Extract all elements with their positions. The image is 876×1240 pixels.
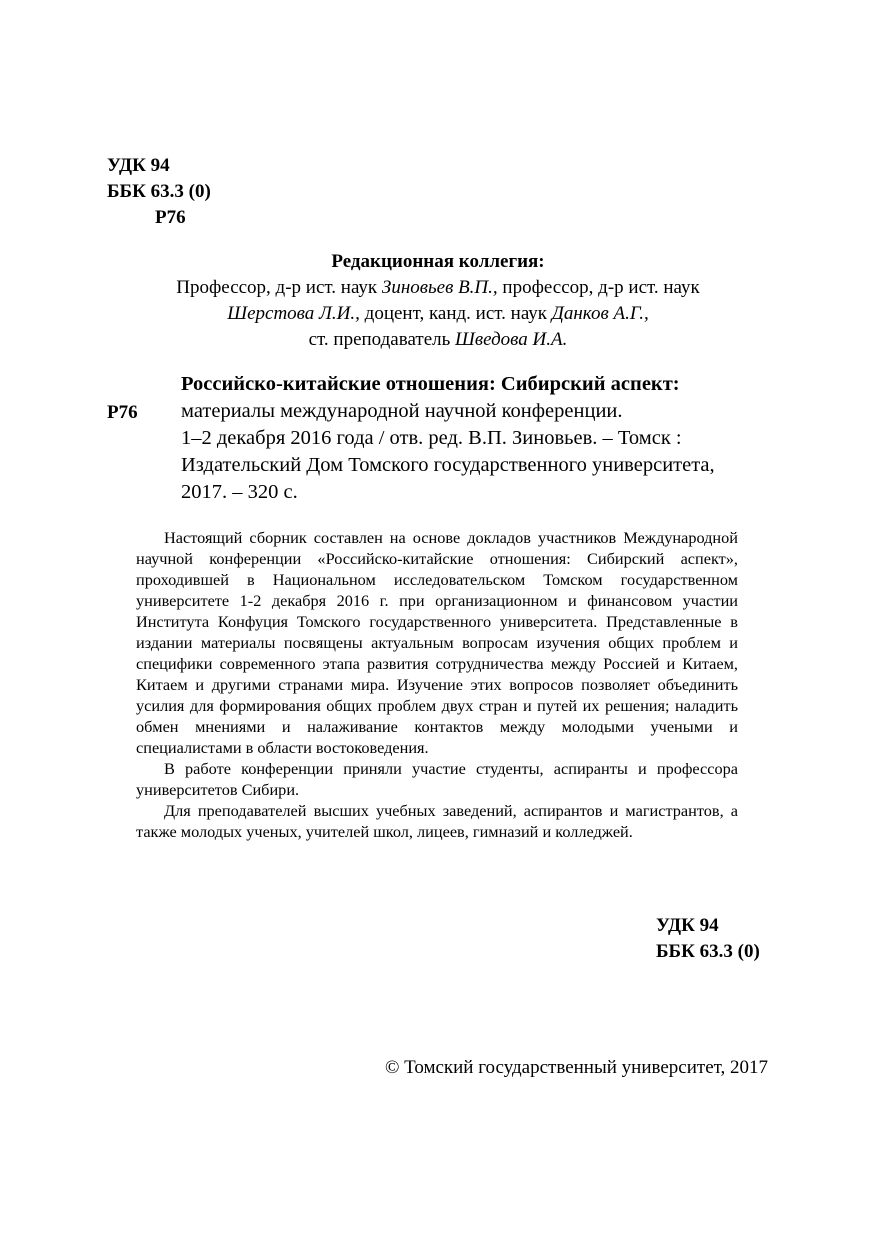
bibliographic-record [181, 371, 781, 506]
board-text: Профессор, д-р ист. наук [176, 277, 382, 298]
board-text: профессор, д-р ист. наук [497, 277, 700, 298]
board-member-name: Зиновьев В.П., [381, 277, 498, 298]
board-text: доцент, канд. ист. наук [359, 303, 552, 324]
board-member-name: Шерстова Л.И., [227, 303, 360, 324]
copyright-notice: © Томский государственный университет, 2017 [384, 1057, 768, 1078]
abstract [136, 527, 738, 842]
abstract-paragraph: В работе конференции приняли участие студенты, аспиранты и профессора университетов Сибири. [136, 759, 738, 799]
author-mark: Р76 [155, 207, 186, 228]
bibliography-marker: Р76 [107, 402, 138, 423]
editorial-board-line-1 [120, 275, 756, 301]
editorial-board-title: Редакционная коллегия: [331, 251, 545, 272]
udk-code: УДК 94 [107, 155, 170, 176]
classification-top [107, 153, 211, 231]
editorial-board-line-2 [120, 301, 756, 327]
bbk-code: ББК 63.3 (0) [107, 181, 211, 202]
abstract-paragraph: Для преподавателей высших учебных заведений, аспирантов и магистрантов, а также молодых ученых, учителей школ, лицеев, гимназий и колледжей. [136, 801, 738, 841]
bib-line: 2017. – 320 с. [181, 481, 298, 503]
classification-bottom [656, 913, 760, 965]
bib-line: материалы международной научной конференции. [181, 400, 623, 422]
bbk-code: ББК 63.3 (0) [656, 941, 760, 962]
editorial-board [120, 249, 756, 353]
abstract-paragraph: Настоящий сборник составлен на основе докладов участников Международной научной конференции «Российско-китайские отношения: Сибирский аспект», проходившей в Национальном исследовательском Томском государственном университете 1-2 декабря 2016 г. при организационном и финансовом участии Института Конфуция Томского государственного университета. Представленные в издании материалы посвящены актуальным вопросам изучения общих проблем и специфики современного этапа развития сотрудничества между Россией и Китаем, Китаем и другими странами мира. Изучение этих вопросов позволяет объединить усилия для формирования общих проблем двух стран и путей их решения; наладить обмен мнениями и налаживание контактов между молодыми учеными и специалистами в области востоковедения. [136, 528, 738, 757]
udk-code: УДК 94 [656, 915, 719, 936]
bib-line: Издательский Дом Томского государственного университета, [181, 454, 715, 476]
board-member-name: Данков А.Г., [551, 303, 649, 324]
editorial-board-line-3 [120, 327, 756, 353]
board-text: ст. преподаватель [308, 329, 456, 350]
bib-line: 1–2 декабря 2016 года / отв. ред. В.П. Зиновьев. – Томск : [181, 427, 682, 449]
board-member-name: Шведова И.А. [455, 329, 568, 350]
book-title: Российско-китайские отношения: Сибирский аспект: [181, 373, 680, 395]
